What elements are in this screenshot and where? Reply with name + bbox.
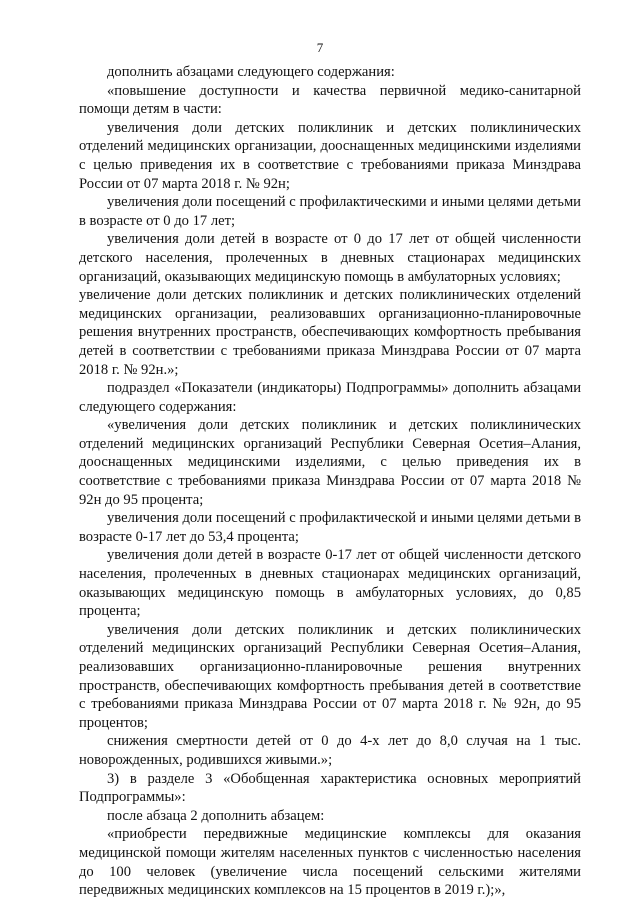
paragraph: 3) в разделе 3 «Обобщенная характеристика основных мероприятий Подпрограммы»: (79, 770, 581, 806)
paragraph: «увеличения доли детских поликлиник и детских поликлинических отделений медицинских организаций Республики Северная Осетия–Алания, дооснащенных медицинскими изделиями, с целью приведения их в соответствие с требованиями приказа Минздрава России от 07 марта 2018 № 92н до 95 процента; (79, 417, 581, 508)
paragraph: увеличение доли детских поликлиник и детских поликлинических отделений медицинских организации, реализовавших организационно-планировочные решения внутренних пространств, обеспечивающих комфортность пребывания детей в соответствии с требованиями приказа Минздрава России от 07 марта 2018 г. № 92н.»; (79, 287, 581, 378)
paragraph: увеличения доли детских поликлиник и детских поликлинических отделений медицинских организаций Республики Северная Осетия–Алания, реализовавших организационно-планировочные решения внутренних пространств, обеспечивающих комфортность пребывания детей в соответствие с требованиями приказа Минздрава России от 07 марта 2018 г. № 92н, до 95 процентов; (79, 621, 581, 731)
paragraph: дополнить абзацами следующего содержания: (107, 64, 395, 80)
paragraph: увеличения доли детей в возрасте 0-17 лет от общей численности детского населения, пролеченных в дневных стационарах медицинских организаций, оказывающих медицинскую помощь в амбулаторных условиях, до 0,85 процента; (79, 547, 581, 620)
paragraph: увеличения доли посещений с профилактическими и иными целями детьми в возрасте от 0 до 17 лет; (79, 194, 581, 229)
paragraph: увеличения доли детей в возрасте от 0 до 17 лет от общей численности детского населения, пролеченных в дневных стационарах медицинских организаций, оказывающих медицинскую помощь в амбулаторных условиях; (79, 231, 581, 285)
paragraph: после абзаца 2 дополнить абзацем: (107, 807, 325, 824)
paragraph: подраздел «Показатели (индикаторы) Подпрограммы» дополнить абзацами следующего содержания: (79, 380, 581, 415)
page-number: 7 (316, 40, 324, 55)
document-body (79, 63, 581, 900)
paragraph: увеличения доли детских поликлиник и детских поликлинических отделений медицинских организации, дооснащенных медицинскими изделиями с целью приведения их в соответствие с требованиями приказа Минздрава России от 07 марта 2018 г. № 92н; (79, 119, 581, 192)
paragraph: «приобрести передвижные медицинские комплексы для оказания медицинской помощи жителям населенных пунктов с численностью населения до 100 человек (увеличение числа посещений сельскими жителями передвижных медицинских комплексов на 15 процентов в 2019 г.);», (79, 826, 581, 899)
paragraph: «повышение доступности и качества первичной медико-санитарной помощи детям в части: (79, 82, 581, 118)
paragraph: увеличения доли посещений с профилактической и иными целями детьми в возрасте 0-17 лет до 53,4 процента; (79, 510, 581, 545)
paragraph: снижения смертности детей от 0 до 4-х лет до 8,0 случая на 1 тыс. новорожденных, родившихся живыми.»; (79, 733, 581, 768)
